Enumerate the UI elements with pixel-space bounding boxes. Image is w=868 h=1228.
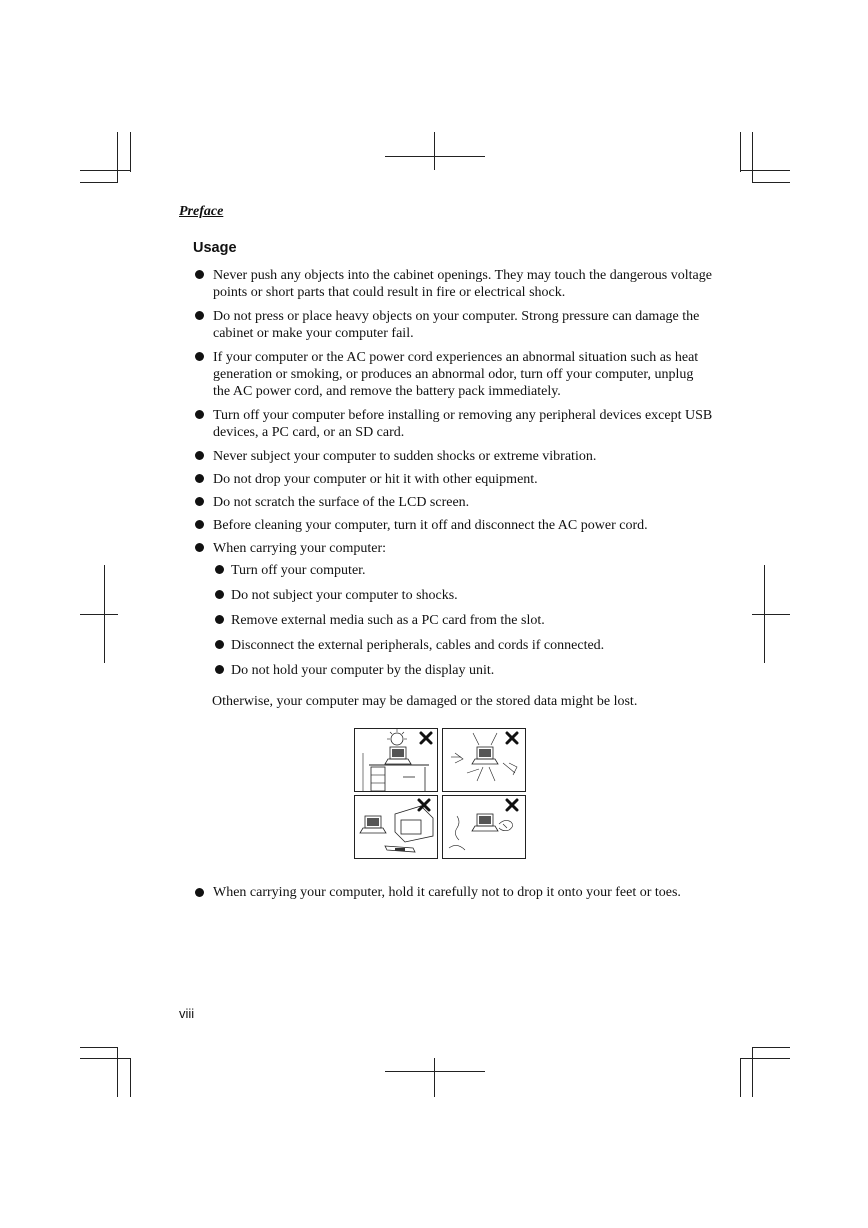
magnetic-device-laptop-icon bbox=[355, 796, 439, 860]
usage-bullet-list bbox=[193, 267, 713, 687]
crop-mark bbox=[80, 182, 118, 183]
bullet-icon bbox=[215, 640, 224, 649]
sub-list-item: Turn off your computer. bbox=[213, 562, 713, 579]
sub-list-item: Do not subject your computer to shocks. bbox=[213, 587, 713, 604]
list-item: Never subject your computer to sudden shocks or extreme vibration. bbox=[193, 448, 713, 465]
bullet-icon bbox=[195, 352, 204, 361]
figure-panel-magnetic bbox=[354, 795, 438, 859]
usage-illustration bbox=[354, 728, 527, 860]
registration-mark bbox=[80, 614, 118, 615]
crop-mark bbox=[130, 132, 131, 172]
crop-mark bbox=[117, 1047, 118, 1097]
liquid-spill-laptop-icon bbox=[443, 796, 527, 860]
crop-mark bbox=[752, 182, 790, 183]
warning-paragraph: Otherwise, your computer may be damaged or the stored data might be lost. bbox=[212, 694, 638, 709]
figure-panel-liquid bbox=[442, 795, 526, 859]
registration-mark bbox=[434, 1058, 435, 1097]
list-item: Do not scratch the surface of the LCD screen. bbox=[193, 494, 713, 511]
crop-mark bbox=[80, 170, 130, 171]
list-item: If your computer or the AC power cord experiences an abnormal situation such as heat generation or smoking, or produces an abnormal odor, turn off your computer, unplug the AC power cord, and remove the battery pack immediately. bbox=[193, 349, 713, 400]
bullet-icon bbox=[195, 410, 204, 419]
list-item: Turn off your computer before installing or removing any peripheral devices except USB devices, a PC card, or an SD card. bbox=[193, 407, 713, 441]
bullet-icon bbox=[195, 270, 204, 279]
crop-mark bbox=[740, 1058, 790, 1059]
crop-mark bbox=[80, 1047, 118, 1048]
sub-list-item: Remove external media such as a PC card from the slot. bbox=[213, 612, 713, 629]
crop-mark bbox=[752, 1047, 753, 1097]
bullet-icon bbox=[195, 888, 204, 897]
section-title: Usage bbox=[193, 240, 237, 256]
list-item: Do not drop your computer or hit it with other equipment. bbox=[193, 471, 713, 488]
crop-mark bbox=[752, 1047, 790, 1048]
sunlight-laptop-icon bbox=[355, 729, 439, 793]
registration-mark bbox=[752, 614, 790, 615]
sub-list-item: Do not hold your computer by the display unit. bbox=[213, 662, 713, 679]
registration-mark bbox=[385, 156, 485, 157]
list-item: Do not press or place heavy objects on your computer. Strong pressure can damage the cabinet or make your computer fail. bbox=[193, 308, 713, 342]
bullet-icon bbox=[215, 615, 224, 624]
figure-panel-sunlight bbox=[354, 728, 438, 792]
registration-mark bbox=[434, 132, 435, 170]
figure-panel-interference bbox=[442, 728, 526, 792]
registration-mark bbox=[385, 1071, 485, 1072]
interference-laptop-icon bbox=[443, 729, 527, 793]
bullet-icon bbox=[215, 565, 224, 574]
bullet-icon bbox=[195, 474, 204, 483]
crop-mark bbox=[740, 1058, 741, 1097]
bullet-icon bbox=[215, 665, 224, 674]
sub-list-item: Disconnect the external peripherals, cables and cords if connected. bbox=[213, 637, 713, 654]
list-item: Never push any objects into the cabinet openings. They may touch the dangerous voltage points or short parts that could result in fire or electrical shock. bbox=[193, 267, 713, 301]
bullet-icon bbox=[195, 311, 204, 320]
crop-mark bbox=[740, 170, 790, 171]
bullet-icon bbox=[195, 520, 204, 529]
bullet-icon bbox=[195, 451, 204, 460]
crop-mark bbox=[740, 132, 741, 172]
carrying-sub-list bbox=[213, 562, 713, 679]
crop-mark bbox=[117, 132, 118, 182]
crop-mark bbox=[752, 132, 753, 182]
list-item: When carrying your computer, hold it carefully not to drop it onto your feet or toes. bbox=[193, 885, 753, 901]
bullet-icon bbox=[195, 497, 204, 506]
page-number: viii bbox=[179, 1006, 195, 1021]
crop-mark bbox=[80, 1058, 130, 1059]
list-item: When carrying your computer: Turn off your computer. Do not subject your computer to shocks. Remove external media such as a PC card from the slot. Disconnect the external peripherals, cables and cords if connected. Do not hold your computer by the display unit. bbox=[193, 540, 713, 679]
bullet-icon bbox=[195, 543, 204, 552]
bullet-icon bbox=[215, 590, 224, 599]
list-item: Before cleaning your computer, turn it off and disconnect the AC power cord. bbox=[193, 517, 713, 534]
running-header: Preface bbox=[179, 204, 224, 219]
crop-mark bbox=[130, 1058, 131, 1097]
